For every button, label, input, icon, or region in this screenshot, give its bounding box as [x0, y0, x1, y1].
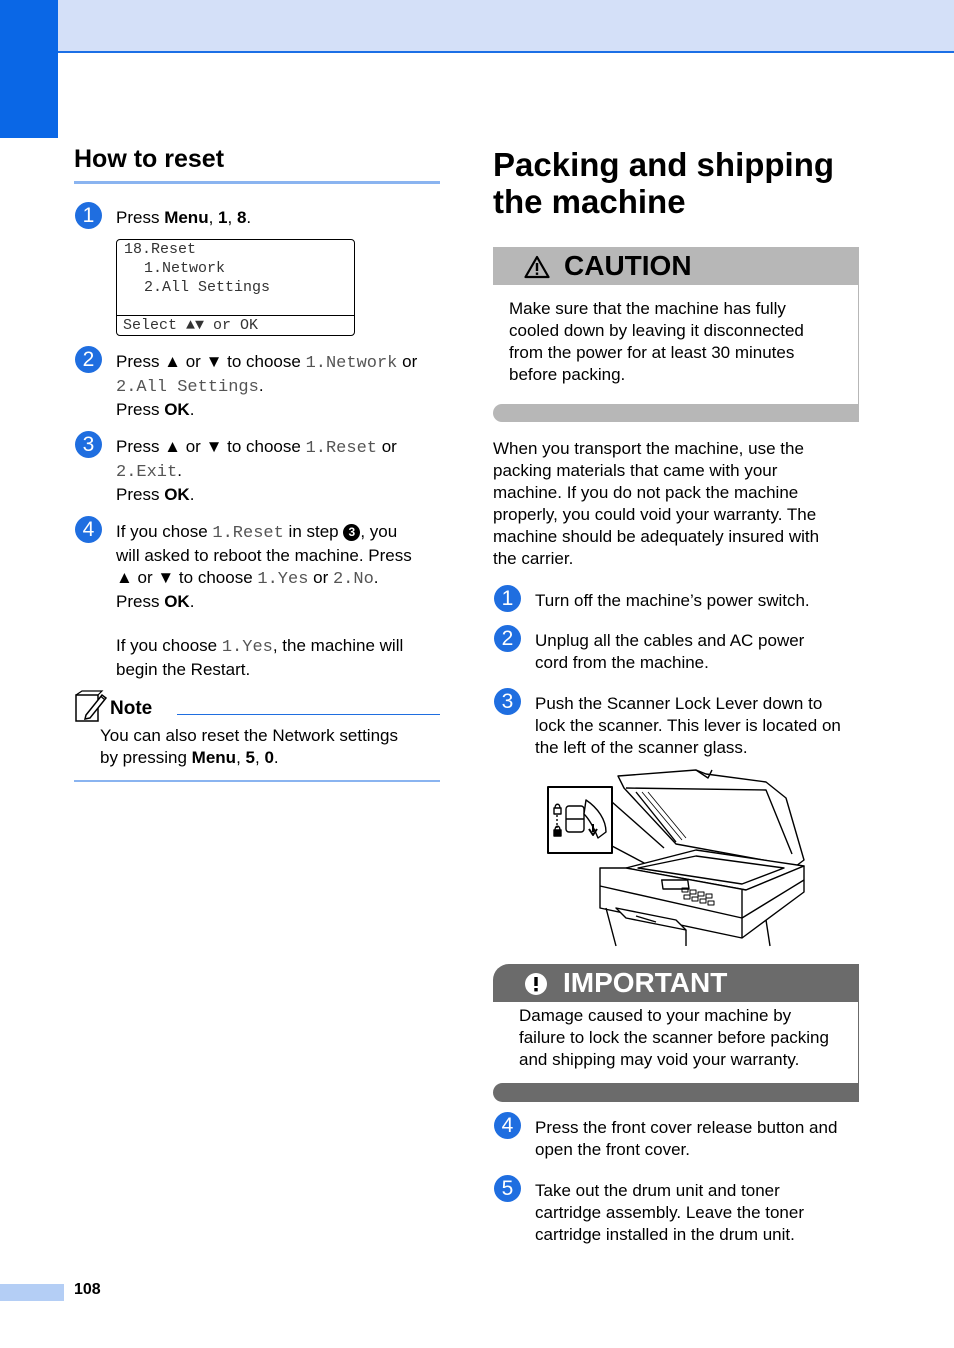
caution-text: Make sure that the machine has fully cooled down by leaving it disconnected from the power for at least 30 minutes before packing. — [509, 299, 804, 384]
lcd-display — [116, 239, 355, 336]
step-badge-4: 4 — [75, 516, 102, 543]
caution-label: CAUTION — [564, 250, 692, 281]
footer-band — [0, 1284, 64, 1301]
heading-rule — [74, 181, 440, 184]
step-ref-3: 3 — [343, 524, 360, 541]
step4-text: If you chose 1.Reset in step 3 , you will asked to reboot the machine. Press ▲ or ▼ to choose 1.Yes or 2.No. Press OK. If you choose 1.Yes, the machine will begin the Restart. — [116, 522, 412, 679]
right-step-badge-1: 1 — [494, 585, 521, 612]
step3-text: Press ▲ or ▼ to choose 1.Reset or 2.Exit. Press OK. — [116, 437, 397, 504]
step-badge-1: 1 — [75, 202, 102, 229]
step1-text: Press Menu, 1, 8. — [116, 208, 252, 227]
header-band — [0, 0, 954, 53]
lcd-line-3: 2.All Settings — [144, 279, 271, 296]
lcd-line-2: 1.Network — [144, 260, 226, 277]
important-label: IMPORTANT — [563, 967, 728, 998]
caution-bottom-bar — [493, 404, 859, 422]
right-step-badge-3: 3 — [494, 688, 521, 715]
intro-paragraph: When you transport the machine, use the packing materials that came with your machine. If you do not pack the machine properly, you could void your warranty. The machine should be adequately insured with the carrier. — [493, 439, 820, 568]
scanner-lock-illustration — [546, 768, 808, 950]
lcd-line-4: Select ▲▼ or OK — [123, 317, 259, 334]
step-badge-3: 3 — [75, 431, 102, 458]
right-step1-text: Turn off the machine’s power switch. — [535, 591, 810, 610]
warning-triangle-icon — [524, 255, 550, 279]
note-title: Note — [110, 698, 153, 719]
right-step2-text: Unplug all the cables and AC power cord from the machine. — [535, 631, 805, 672]
note-text: You can also reset the Network settings by pressing Menu, 5, 0. — [100, 726, 398, 767]
step-badge-2: 2 — [75, 346, 102, 373]
page-title: Packing and shipping the machine — [493, 146, 835, 220]
note-bottom-rule — [74, 780, 440, 782]
exclamation-circle-icon — [524, 972, 548, 996]
chapter-tab — [0, 0, 58, 138]
right-step-badge-5: 5 — [494, 1175, 521, 1202]
right-step5-text: Take out the drum unit and toner cartridge assembly. Leave the toner cartridge installed in the drum unit. — [535, 1181, 804, 1244]
important-bottom-bar — [493, 1083, 859, 1102]
important-text: Damage caused to your machine by failure to lock the scanner before packing and shipping may void your warranty. — [519, 1006, 829, 1069]
lcd-line-1: 18.Reset — [124, 241, 197, 258]
right-step4-text: Press the front cover release button and open the front cover. — [535, 1118, 838, 1159]
page-number: 108 — [74, 1281, 101, 1298]
step2-text: Press ▲ or ▼ to choose 1.Network or 2.All Settings. Press OK. — [116, 352, 418, 419]
section-heading-how-to-reset: How to reset — [74, 145, 225, 173]
right-step-badge-2: 2 — [494, 625, 521, 652]
right-step-badge-4: 4 — [494, 1112, 521, 1139]
note-pencil-icon — [74, 689, 108, 723]
right-step3-text: Push the Scanner Lock Lever down to lock the scanner. This lever is located on the left of the scanner glass. — [535, 694, 841, 757]
note-top-rule — [177, 714, 440, 715]
